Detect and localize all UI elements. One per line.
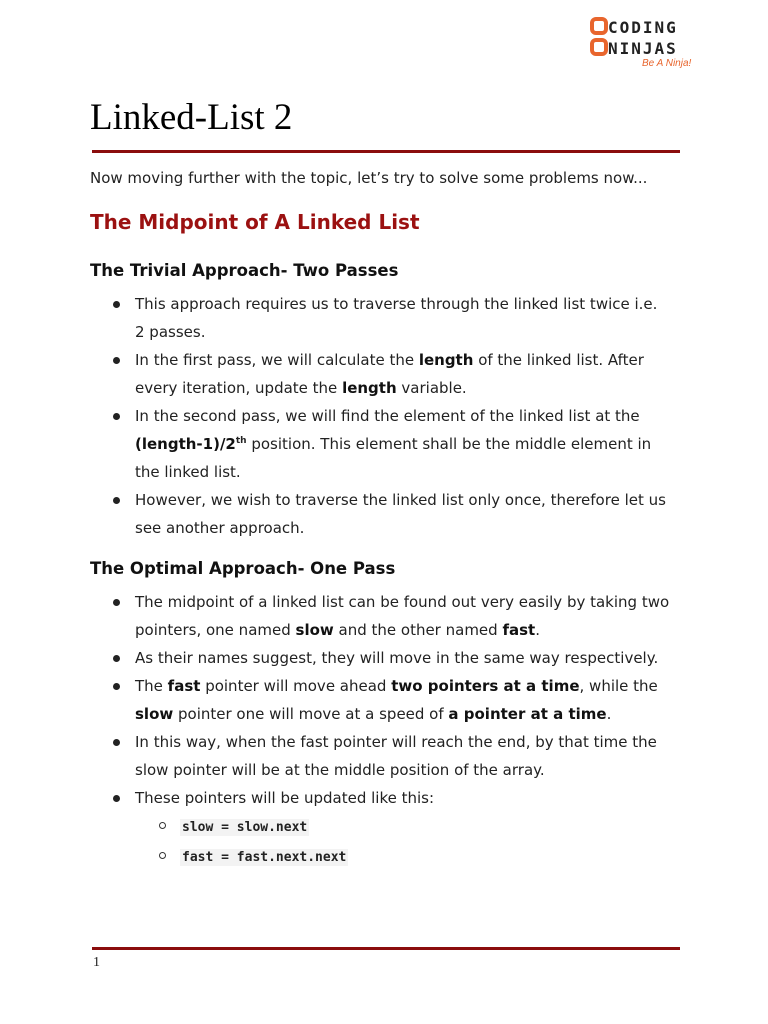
bullet-text: and the other named xyxy=(333,621,503,639)
bullet-item xyxy=(90,784,670,872)
bold-term: fast xyxy=(502,621,536,639)
intro-text: Now moving further with the topic, let’s try to solve some problems now... xyxy=(90,169,648,187)
optimal-approach-heading: The Optimal Approach- One Pass xyxy=(90,559,396,578)
coding-ninjas-logo xyxy=(588,14,706,70)
svg-text:CODING: CODING xyxy=(608,18,678,37)
bullet-text: This approach requires us to traverse through the linked list twice i.e. 2 passes. xyxy=(135,295,658,341)
code-list-item xyxy=(135,842,670,872)
bullet-text: position. This element shall be the middle element in the linked list. xyxy=(135,435,652,481)
code-snippet: fast = fast.next.next xyxy=(182,850,347,865)
bullet-item xyxy=(90,402,670,486)
code-snippet: slow = slow.next xyxy=(182,820,308,835)
bullet-text: The xyxy=(135,677,168,695)
bullet-text: pointer will move ahead xyxy=(200,677,392,695)
bullet-item xyxy=(90,290,670,346)
bullet-item xyxy=(90,346,670,402)
superscript: th xyxy=(235,436,247,446)
bullet-text: As their names suggest, they will move in the same way respectively. xyxy=(135,649,659,667)
bold-term: length xyxy=(342,379,397,397)
bullet-item xyxy=(90,644,670,672)
bullet-item xyxy=(90,728,670,784)
bullet-text: variable. xyxy=(396,379,467,397)
document-title: Linked-List 2 xyxy=(90,97,293,138)
bullet-item xyxy=(90,588,670,644)
bullet-text: In this way, when the fast pointer will reach the end, by that time the slow pointer will be at the middle position of the array. xyxy=(135,733,657,779)
bullet-text: The midpoint of a linked list can be found out very easily by taking two pointers, one named xyxy=(135,593,670,639)
bullet-text: These pointers will be updated like this: xyxy=(135,789,435,807)
code-sublist xyxy=(135,812,670,872)
bullet-text: In the first pass, we will calculate the xyxy=(135,351,419,369)
bold-term: two pointers at a time xyxy=(391,677,580,695)
svg-text:NINJAS: NINJAS xyxy=(608,39,678,58)
section-heading: The Midpoint of A Linked List xyxy=(90,210,420,234)
trivial-approach-heading: The Trivial Approach- Two Passes xyxy=(90,261,399,280)
bold-term: slow xyxy=(295,621,334,639)
bullet-text: . xyxy=(535,621,540,639)
bullet-item xyxy=(90,672,670,728)
bold-term: fast xyxy=(167,677,201,695)
bullet-text: . xyxy=(606,705,612,723)
bullet-text: , while the xyxy=(579,677,658,695)
code-list-item xyxy=(135,812,670,842)
bold-term: length xyxy=(418,351,474,369)
bullet-text: pointer one will move at a speed of xyxy=(173,705,449,723)
title-divider xyxy=(92,150,680,153)
optimal-approach-list xyxy=(90,588,670,872)
bold-term: a pointer at a time xyxy=(448,705,607,723)
page-number: 1 xyxy=(93,955,100,970)
bold-term: (length-1)/2 xyxy=(135,435,236,453)
bold-term: slow xyxy=(135,705,174,723)
svg-text:Be A Ninja!: Be A Ninja! xyxy=(642,58,692,69)
bullet-text: However, we wish to traverse the linked list only once, therefore let us see another approach. xyxy=(135,491,666,537)
trivial-approach-list xyxy=(90,290,670,542)
bullet-text: In the second pass, we will find the element of the linked list at the xyxy=(135,407,640,425)
footer-divider xyxy=(92,947,680,950)
bullet-text: of the linked list. After every iteration, update the xyxy=(135,351,644,397)
bullet-item xyxy=(90,486,670,542)
